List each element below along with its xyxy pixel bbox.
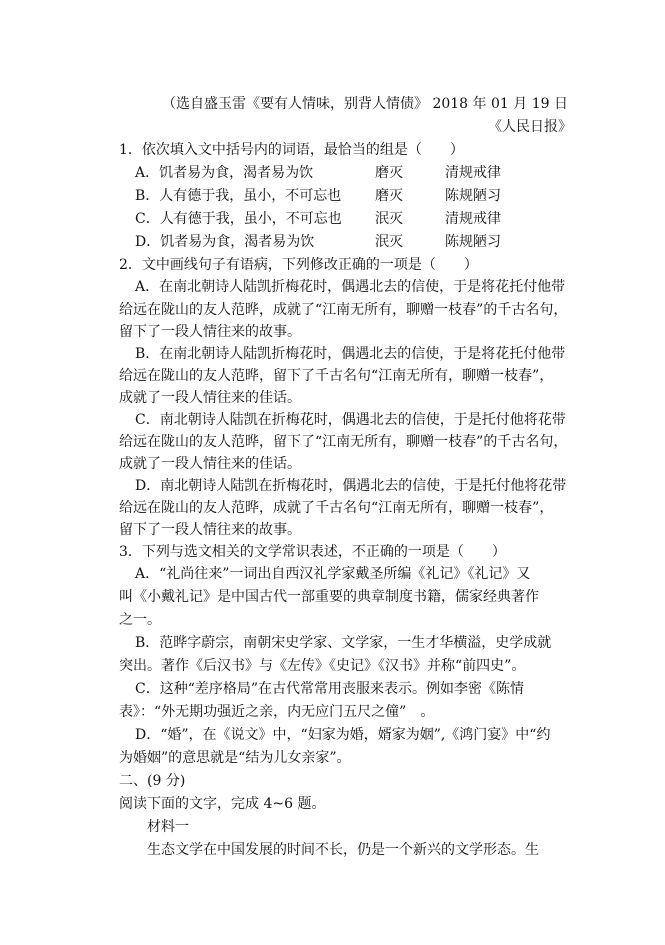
q3-option-b-line2: 突出。著作《后汉书》与《左传》《史记》《汉书》并称“前四史”。 [119, 658, 526, 674]
q2-option-c-line2: 给远在陇山的友人范晔，留下了“江南无所有，聊赠一枝春”的千古名句， [119, 434, 568, 450]
q1-option-a-word2: 清规戒律 [445, 165, 501, 181]
q2-option-d-line2: 给远在陇山的友人范晔，成就了千古名句“江南无所有，聊赠一枝春”， [119, 500, 554, 516]
q1-option-b [135, 186, 565, 206]
q1-option-d-text: D．饥者易为食，渴者易为饮 [135, 234, 315, 250]
section-instruction: 阅读下面的文字，完成 4~6 题。 [119, 796, 326, 812]
material-title: 材料一 [147, 819, 189, 835]
q3-option-a-line1: A．“礼尚往来”一词出自西汉礼学家戴圣所编《礼记》《礼记》又 [135, 566, 531, 582]
source-citation: （选自盛玉雷《要有人情味，别背人情债》 2018 年 01 月 19 日 [162, 96, 568, 112]
q2-option-d-line3: 留下了一段人情往来的故事。 [119, 522, 301, 538]
q2-option-b-line1: B．在南北朝诗人陆凯折梅花时，偶遇北去的信使，于是将花托付他带 [135, 346, 566, 362]
q1-option-d-word1: 泯灭 [375, 234, 403, 250]
q2-option-a-line3: 留下了一段人情往来的故事。 [119, 324, 301, 340]
q1-option-c-text: C．人有德于我，虽小，不可忘也 [135, 211, 342, 227]
q1-option-c-word2: 清规戒律 [445, 211, 501, 227]
q2-option-a-line2: 给远在陇山的友人范晔，成就了“江南无所有，聊赠一枝春”的千古名句， [119, 302, 568, 318]
q3-option-d-line1: D．“婚”，在《说文》中，“妇家为婚，婿家为姻”,《鸿门宴》中“约 [135, 727, 551, 743]
q2-option-c-line1: C．南北朝诗人陆凯在折梅花时，偶遇北去的信使，于是托付他将花带 [135, 412, 566, 428]
q2-option-c-line3: 成就了一段人情往来的佳话。 [119, 456, 301, 472]
q1-option-b-text: B．人有德于我，虽小，不可忘也 [135, 188, 342, 204]
q1-option-a-word1: 磨灭 [375, 165, 403, 181]
q3-stem: 3．下列与选文相关的文学常识表述，不正确的一项是（ ） [119, 544, 506, 560]
q2-option-b-line3: 成就了一段人情往来的佳话。 [119, 390, 301, 406]
q3-option-c-line1: C．这种“差序格局”在古代常常用丧服来表示。例如李密《陈情 [135, 681, 525, 697]
q1-option-d-word2: 陈规陋习 [445, 234, 501, 250]
q2-option-d-line1: D．南北朝诗人陆凯在折梅花时，偶遇北去的信使，于是托付他将花带 [135, 478, 567, 494]
q2-option-a-line1: A．在南北朝诗人陆凯折梅花时，偶遇北去的信使，于是将花托付他带 [135, 279, 566, 295]
material-paragraph: 生态文学在中国发展的时间不长，仍是一个新兴的文学形态。生 [147, 842, 539, 858]
q3-option-c-line2: 表》：“外无期功强近之亲，内无应门五尺之僮” 。 [119, 704, 435, 720]
q1-option-a [135, 163, 565, 183]
q2-option-b-line2: 给远在陇山的友人范晔，留下了千古名句“江南无所有，聊赠一枝春”， [119, 368, 554, 384]
q3-option-a-line3: 之一。 [119, 612, 161, 628]
q1-stem: 1．依次填入文中括号内的词语，最恰当的组是（ ） [119, 142, 464, 158]
q3-option-a-line2: 叫《小戴礼记》是中国古代一部重要的典章制度书籍，儒家经典著作 [119, 589, 539, 605]
section-heading: 二、(9 分) [119, 773, 186, 789]
q1-option-d [135, 232, 565, 252]
q1-option-a-text: A．饥者易为食，渴者易为饮 [135, 165, 314, 181]
q1-option-c [135, 209, 565, 229]
q3-option-b-line1: B．范晔字蔚宗，南朝宋史学家、文学家，一生才华横溢，史学成就 [135, 635, 552, 651]
q1-option-b-word1: 磨灭 [375, 188, 403, 204]
source-newspaper: 《人民日报》 [488, 119, 572, 135]
q3-option-d-line2: 为婚姻”的意思就是“结为儿女亲家”。 [119, 750, 351, 766]
q1-option-b-word2: 陈规陋习 [445, 188, 501, 204]
q2-stem: 2．文中画线句子有语病，下列修改正确的一项是（ ） [119, 257, 478, 273]
q1-option-c-word1: 泯灭 [375, 211, 403, 227]
